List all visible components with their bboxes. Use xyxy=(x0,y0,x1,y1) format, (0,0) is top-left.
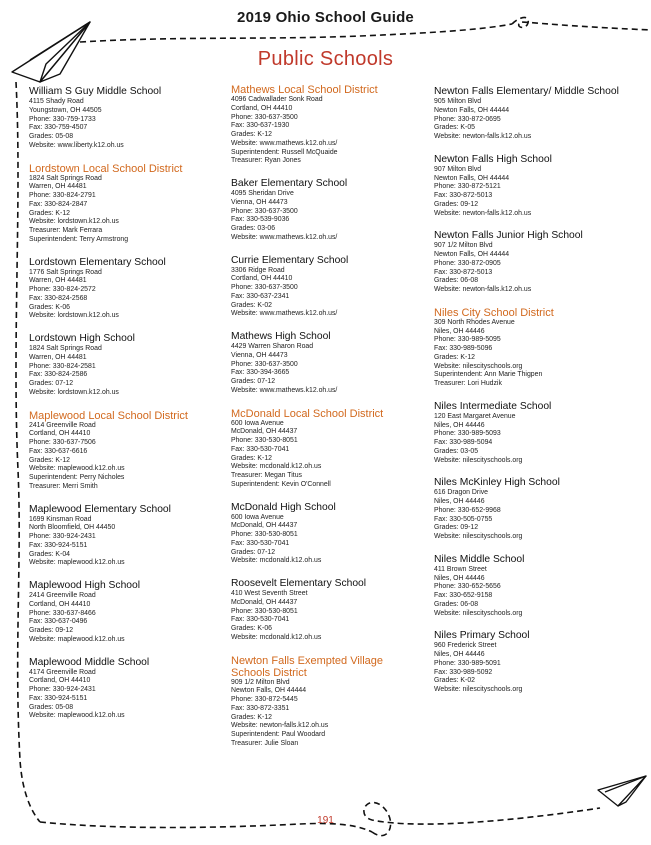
entry-detail-line: Website: maplewood.k12.oh.us xyxy=(29,635,125,643)
entry-detail-line: Cortland, OH 44410 xyxy=(231,104,293,112)
school-entry xyxy=(434,554,624,619)
entry-detail-line: 907 1/2 Milton Blvd xyxy=(434,242,493,250)
entry-detail-line: Phone: 330-872-0695 xyxy=(434,115,501,123)
entry-detail-line: Phone: 330-637-7506 xyxy=(29,439,96,446)
entry-detail-line: Website: www.mathews.k12.oh.us/ xyxy=(231,233,338,241)
entry-detail-line: Grades: K-02 xyxy=(434,677,475,685)
entry-detail-line: Website: nilescityschools.org xyxy=(434,456,523,464)
entry-detail-line: Phone: 330-824-2581 xyxy=(29,362,96,370)
entry-detail-line: Fax: 330-824-2568 xyxy=(29,294,88,302)
school-entry xyxy=(434,230,624,295)
entry-detail-line: Phone: 330-924-2431 xyxy=(29,686,96,693)
entry-detail-line: Fax: 330-989-5096 xyxy=(434,345,493,352)
entry-detail-line: Cortland, OH 44410 xyxy=(29,600,91,608)
column-3 xyxy=(434,86,624,707)
entry-detail-line: McDonald, OH 44437 xyxy=(231,428,298,436)
entry-detail-line: 4095 Sheridan Drive xyxy=(231,190,294,197)
entry-detail-line: Phone: 330-824-2791 xyxy=(29,192,96,199)
entry-detail-line: Superintendent: Perry Nicholes xyxy=(29,474,125,481)
entry-detail-line: Fax: 330-637-0496 xyxy=(29,618,88,626)
school-name: McDonald High School xyxy=(231,501,336,513)
entry-detail-line: Grades: 03-06 xyxy=(231,225,276,232)
entry-detail-line: McDonald, OH 44437 xyxy=(231,522,298,530)
entry-detail-line: Website: lordstown.k12.oh.us xyxy=(29,218,119,226)
guide-title: 2019 Ohio School Guide xyxy=(237,9,414,26)
entry-detail-line: Niles, OH 44446 xyxy=(434,421,485,429)
entry-detail-line: Phone: 330-652-5656 xyxy=(434,583,501,591)
entry-detail-line: Website: mcdonald.k12.oh.us xyxy=(231,463,322,471)
entry-detail-line: Fax: 330-530-7041 xyxy=(231,616,290,624)
entry-detail-line: 909 1/2 Milton Blvd xyxy=(231,678,290,686)
entry-detail-line: Website: mcdonald.k12.oh.us xyxy=(231,557,322,565)
school-entry xyxy=(434,477,624,542)
entry-detail-line: Phone: 330-530-8051 xyxy=(231,607,298,615)
entry-detail-line: 616 Dragon Drive xyxy=(434,489,489,497)
entry-detail-line: Treasurer: Megan Titus xyxy=(231,472,302,479)
entry-detail-line: Treasurer: Ryan Jones xyxy=(231,157,301,165)
entry-detail-line: 960 Frederick Street xyxy=(434,642,497,650)
entry-detail-line: Website: lordstown.k12.oh.us xyxy=(29,312,119,320)
district-entry xyxy=(231,408,421,490)
entry-detail-line: 3306 Ridge Road xyxy=(231,266,285,274)
entry-detail-line: 2414 Greenville Road xyxy=(29,421,96,429)
entry-detail-line: Superintendent: Paul Woodard xyxy=(231,731,326,738)
district-name: Maplewood Local School District xyxy=(29,409,188,422)
entry-detail-line: Fax: 330-637-1930 xyxy=(231,122,290,130)
entry-detail-line: Superintendent: Kevin O'Connell xyxy=(231,480,331,488)
district-entry xyxy=(434,307,624,389)
entry-detail-line: Phone: 330-637-3500 xyxy=(231,284,298,291)
entry-detail-line: Warren, OH 44481 xyxy=(29,353,87,361)
entry-detail-line: Phone: 330-989-5091 xyxy=(434,659,501,667)
entry-detail-line: Grades: K-02 xyxy=(231,301,272,309)
entry-detail-line: Website: nilescityschools.org xyxy=(434,609,523,617)
entry-detail-line: Phone: 330-530-8051 xyxy=(231,437,298,444)
entry-detail-line: Grades: 06-08 xyxy=(434,277,479,285)
school-entry xyxy=(434,154,624,219)
entry-detail-line: 1699 Kinsman Road xyxy=(29,515,92,523)
entry-detail-line: Fax: 330-652-9158 xyxy=(434,592,493,599)
entry-detail-line: Website: nilescityschools.org xyxy=(434,362,523,370)
column-1 xyxy=(29,86,219,733)
district-name: Newton Falls Exempted Village Schools District xyxy=(231,654,384,679)
school-name: Niles Middle School xyxy=(434,553,525,565)
entry-detail-line: Website: nilescityschools.org xyxy=(434,533,523,540)
entry-detail-line: Fax: 330-924-5151 xyxy=(29,541,88,549)
entry-detail-line: Newton Falls, OH 44444 xyxy=(434,174,510,182)
entry-detail-line: Fax: 330-505-0755 xyxy=(434,515,493,523)
entry-detail-line: Grades: K-12 xyxy=(434,353,475,361)
entry-detail-line: Website: nilescityschools.org xyxy=(434,686,523,693)
entry-detail-line: 905 Milton Blvd xyxy=(434,98,482,105)
entry-detail-line: Grades: K-12 xyxy=(231,713,272,721)
entry-detail-line: 600 Iowa Avenue xyxy=(231,513,284,521)
entry-detail-line: Cortland, OH 44410 xyxy=(29,677,91,685)
entry-detail-line: Website: newton-falls.k12.oh.us xyxy=(434,133,532,140)
district-entry xyxy=(231,655,421,749)
entry-detail-line: Fax: 330-759-4507 xyxy=(29,124,88,132)
district-name: McDonald Local School District xyxy=(231,407,384,420)
entry-detail-line: Phone: 330-872-5445 xyxy=(231,696,298,703)
school-name: Niles McKinley High School xyxy=(434,477,560,489)
entry-detail-line: Phone: 330-530-8051 xyxy=(231,531,298,538)
entry-detail-line: Grades: 06-08 xyxy=(434,600,479,608)
entry-detail-line: Treasurer: Julie Sloan xyxy=(231,739,299,747)
entry-detail-line: Fax: 330-989-5092 xyxy=(434,668,493,676)
entry-detail-line: Superintendent: Terry Armstrong xyxy=(29,235,129,243)
entry-detail-line: Vienna, OH 44473 xyxy=(231,351,288,359)
entry-detail-line: 120 East Margaret Avenue xyxy=(434,412,516,420)
entry-detail-line: Fax: 330-637-6616 xyxy=(29,447,88,455)
school-entry xyxy=(29,86,219,151)
school-entry xyxy=(29,333,219,398)
entry-detail-line: Website: maplewood.k12.oh.us xyxy=(29,465,125,473)
district-entry xyxy=(29,410,219,492)
entry-detail-line: Fax: 330-637-2341 xyxy=(231,292,290,300)
column-2 xyxy=(231,84,421,761)
entry-detail-line: Website: www.mathews.k12.oh.us/ xyxy=(231,386,338,394)
entry-detail-line: 4174 Greenville Road xyxy=(29,668,96,676)
district-name: Niles City School District xyxy=(434,306,554,319)
entry-detail-line: 600 Iowa Avenue xyxy=(231,419,284,427)
entry-detail-line: Fax: 330-989-5094 xyxy=(434,439,493,446)
entry-detail-line: 2414 Greenville Road xyxy=(29,592,96,599)
entry-detail-line: Niles, OH 44446 xyxy=(434,574,485,582)
entry-detail-line: Vienna, OH 44473 xyxy=(231,198,288,206)
school-entry xyxy=(29,257,219,322)
entry-detail-line: Grades: K-12 xyxy=(29,209,70,217)
entry-detail-line: Grades: 09-12 xyxy=(434,524,479,532)
entry-detail-line: Phone: 330-652-9968 xyxy=(434,506,501,514)
entry-detail-line: Fax: 330-824-2847 xyxy=(29,200,88,208)
school-entry xyxy=(29,504,219,569)
entry-detail-line: 410 West Seventh Street xyxy=(231,590,308,597)
entry-detail-line: Phone: 330-637-3500 xyxy=(231,207,298,215)
entry-detail-line: 907 Milton Blvd xyxy=(434,165,482,173)
entry-detail-line: Treasurer: Lori Hudzik xyxy=(434,380,502,387)
entry-detail-line: Niles, OH 44446 xyxy=(434,651,485,658)
school-name: Roosevelt Elementary School xyxy=(231,578,367,589)
school-name: Newton Falls Elementary/ Middle School xyxy=(434,86,619,97)
entry-detail-line: Grades: K-04 xyxy=(29,550,70,558)
school-name: Currie Elementary School xyxy=(231,254,349,266)
entry-detail-line: 411 Brown Street xyxy=(434,565,487,573)
school-name: Niles Primary School xyxy=(434,630,530,642)
entry-detail-line: Grades: 03-05 xyxy=(434,447,479,455)
entry-detail-line: Website: newton-falls.k12.oh.us xyxy=(231,722,329,730)
school-name: William S Guy Middle School xyxy=(29,86,162,97)
entry-detail-line: Cortland, OH 44410 xyxy=(231,275,293,283)
entry-detail-line: Fax: 330-824-2586 xyxy=(29,371,88,379)
entry-detail-line: Website: www.liberty.k12.oh.us xyxy=(29,141,124,149)
school-entry xyxy=(434,86,624,142)
entry-detail-line: Phone: 330-989-5093 xyxy=(434,430,501,438)
school-entry xyxy=(434,630,624,695)
school-entry xyxy=(434,401,624,466)
entry-detail-line: Phone: 330-637-3500 xyxy=(231,360,298,368)
school-name: Mathews High School xyxy=(231,331,331,342)
entry-detail-line: Fax: 330-872-5013 xyxy=(434,192,493,199)
entry-detail-line: 309 North Rhodes Avenue xyxy=(434,318,515,326)
school-entry xyxy=(29,580,219,645)
section-title: Public Schools xyxy=(257,48,394,70)
entry-detail-line: Grades: K-12 xyxy=(29,456,70,464)
entry-detail-line: Grades: 05-08 xyxy=(29,133,74,140)
district-name: Mathews Local School District xyxy=(231,84,378,96)
school-name: Newton Falls Junior High School xyxy=(434,230,583,242)
entry-detail-line: Fax: 330-924-5151 xyxy=(29,694,88,702)
entry-detail-line: Fax: 330-872-3351 xyxy=(231,704,290,712)
school-entry xyxy=(231,178,421,243)
entry-detail-line: Grades: 07-12 xyxy=(29,380,74,387)
entry-detail-line: Fax: 330-872-5013 xyxy=(434,268,493,276)
school-name: Newton Falls High School xyxy=(434,153,552,165)
entry-detail-line: 4429 Warren Sharon Road xyxy=(231,343,314,350)
district-name: Lordstown Local School District xyxy=(29,162,183,175)
district-entry xyxy=(231,84,421,166)
entry-detail-line: Grades: 09-12 xyxy=(434,200,479,208)
entry-detail-line: 1776 Salt Springs Road xyxy=(29,268,102,276)
school-name: Maplewood Elementary School xyxy=(29,503,171,515)
entry-detail-line: Fax: 330-530-7041 xyxy=(231,539,290,547)
school-name: Maplewood High School xyxy=(29,580,141,591)
top-dashed-path xyxy=(80,24,512,42)
entry-detail-line: Website: newton-falls.k12.oh.us xyxy=(434,286,532,293)
entry-detail-line: Fax: 330-539-9036 xyxy=(231,216,290,224)
entry-detail-line: Website: mcdonald.k12.oh.us xyxy=(231,633,322,641)
district-entry xyxy=(29,163,219,245)
entry-detail-line: Phone: 330-989-5095 xyxy=(434,336,501,344)
entry-detail-line: Newton Falls, OH 44444 xyxy=(434,106,510,114)
entry-detail-line: North Bloomfield, OH 44450 xyxy=(29,524,116,532)
school-entry xyxy=(231,502,421,567)
school-name: Lordstown Elementary School xyxy=(29,256,166,268)
entry-detail-line: Grades: K-12 xyxy=(231,131,272,138)
entry-detail-line: Phone: 330-637-8466 xyxy=(29,609,96,617)
entry-detail-line: Niles, OH 44446 xyxy=(434,327,485,335)
school-entry xyxy=(231,331,421,396)
paper-plane-icon xyxy=(598,776,646,806)
entry-detail-line: Website: lordstown.k12.oh.us xyxy=(29,388,119,396)
page-number: 191 xyxy=(317,815,334,826)
entry-detail-line: Newton Falls, OH 44444 xyxy=(231,687,307,695)
entry-detail-line: 4115 Shady Road xyxy=(29,98,84,105)
entry-detail-line: 4096 Cadwallader Sonk Road xyxy=(231,96,323,103)
entry-detail-line: Website: newton-falls.k12.oh.us xyxy=(434,209,532,217)
entry-detail-line: Superintendent: Ann Marie Thigpen xyxy=(434,371,543,379)
entry-detail-line: Website: www.mathews.k12.oh.us/ xyxy=(231,310,338,318)
entry-detail-line: McDonald, OH 44437 xyxy=(231,598,298,606)
school-entry xyxy=(231,578,421,643)
entry-detail-line: 1824 Salt Springs Road xyxy=(29,345,102,352)
school-name: Lordstown High School xyxy=(29,333,135,344)
entry-detail-line: Youngstown, OH 44505 xyxy=(29,106,102,114)
entry-detail-line: Website: maplewood.k12.oh.us xyxy=(29,559,125,567)
entry-detail-line: Phone: 330-637-3500 xyxy=(231,113,298,121)
entry-detail-line: Fax: 330-530-7041 xyxy=(231,445,290,453)
entry-detail-line: Grades: 09-12 xyxy=(29,627,74,634)
entry-detail-line: Grades: K-06 xyxy=(231,625,272,632)
entry-detail-line: Treasurer: Merri Smith xyxy=(29,482,98,490)
school-name: Maplewood Middle School xyxy=(29,656,150,668)
entry-detail-line: Niles, OH 44446 xyxy=(434,498,485,505)
entry-detail-line: Grades: K-06 xyxy=(29,303,70,311)
entry-detail-line: Phone: 330-872-0905 xyxy=(434,259,501,267)
entry-detail-line: Grades: 07-12 xyxy=(231,378,276,385)
entry-detail-line: Phone: 330-759-1733 xyxy=(29,115,96,123)
entry-detail-line: Grades: K-05 xyxy=(434,124,475,132)
entry-detail-line: Cortland, OH 44410 xyxy=(29,430,91,438)
school-name: Niles Intermediate School xyxy=(434,400,552,412)
school-entry xyxy=(231,255,421,320)
entry-detail-line: Newton Falls, OH 44444 xyxy=(434,251,510,258)
entry-detail-line: Phone: 330-872-5121 xyxy=(434,183,501,191)
entry-detail-line: Grades: 07-12 xyxy=(231,548,276,556)
entry-detail-line: Website: www.mathews.k12.oh.us/ xyxy=(231,139,338,147)
entry-detail-line: Fax: 330-394-3665 xyxy=(231,369,290,377)
entry-detail-line: 1824 Salt Springs Road xyxy=(29,174,102,182)
entry-detail-line: Grades: K-12 xyxy=(231,454,272,462)
entry-detail-line: Warren, OH 44481 xyxy=(29,277,87,285)
entry-detail-line: Phone: 330-824-2572 xyxy=(29,286,96,293)
entry-detail-line: Grades: 05-08 xyxy=(29,703,74,711)
school-name: Baker Elementary School xyxy=(231,178,348,189)
entry-detail-line: Website: maplewood.k12.oh.us xyxy=(29,712,125,720)
entry-detail-line: Superintendent: Russell McQuaide xyxy=(231,148,338,156)
entry-detail-line: Treasurer: Mark Ferrara xyxy=(29,227,103,234)
entry-detail-line: Warren, OH 44481 xyxy=(29,183,87,191)
school-entry xyxy=(29,657,219,722)
entry-detail-line: Phone: 330-924-2431 xyxy=(29,533,96,540)
